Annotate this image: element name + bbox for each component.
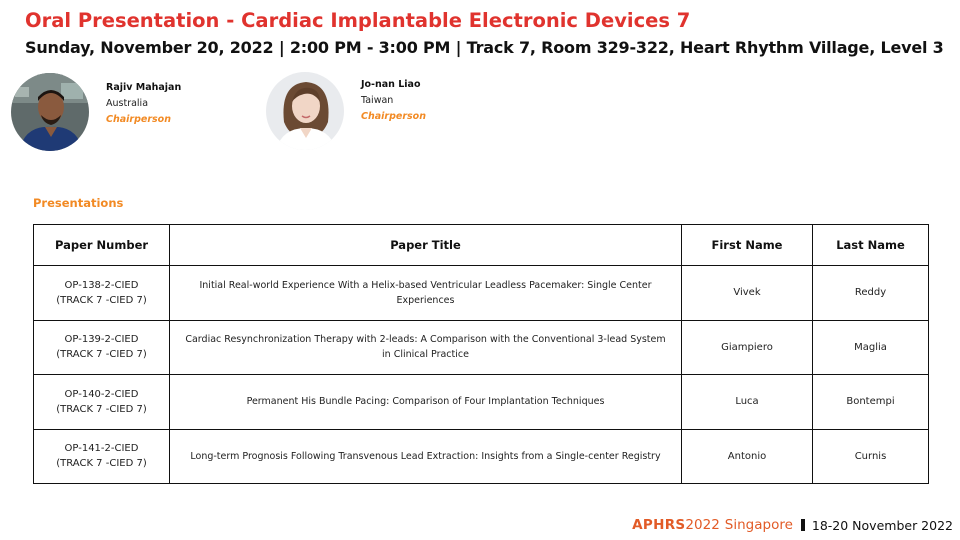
last-name: Bontempi bbox=[813, 375, 929, 430]
paper-title: Initial Real-world Experience With a Helix-based Ventricular Leadless Pacemaker: Single Center Experiences bbox=[170, 266, 682, 321]
paper-track: (TRACK 7 -CIED 7) bbox=[56, 458, 147, 470]
table-header-row bbox=[34, 225, 929, 266]
paper-number: OP-140-2-CIED bbox=[64, 388, 139, 400]
table-row bbox=[34, 429, 929, 484]
table-row bbox=[34, 375, 929, 430]
section-label-presentations: Presentations bbox=[33, 196, 124, 210]
paper-number: OP-138-2-CIED bbox=[64, 279, 139, 291]
presentations-table bbox=[33, 224, 929, 484]
paper-number: OP-141-2-CIED bbox=[64, 443, 139, 455]
last-name: Maglia bbox=[813, 320, 929, 375]
last-name: Reddy bbox=[813, 266, 929, 321]
paper-title: Long-term Prognosis Following Transvenous Lead Extraction: Insights from a Single-center Registry bbox=[170, 429, 682, 484]
paper-number-cell bbox=[34, 429, 170, 484]
chair-role: Chairperson bbox=[106, 114, 171, 125]
footer-city: Singapore bbox=[724, 517, 793, 533]
paper-track: (TRACK 7 -CIED 7) bbox=[56, 294, 147, 306]
column-header-paper-number: Paper Number bbox=[34, 225, 170, 266]
chair-role: Chairperson bbox=[361, 111, 426, 122]
first-name: Luca bbox=[682, 375, 813, 430]
table-row bbox=[34, 320, 929, 375]
page-title: Oral Presentation - Cardiac Implantable Electronic Devices 7 bbox=[25, 9, 691, 32]
footer-dates: 18-20 November 2022 bbox=[811, 517, 953, 533]
paper-track: (TRACK 7 -CIED 7) bbox=[56, 403, 147, 415]
chair-name: Jo-nan Liao bbox=[361, 79, 421, 90]
paper-track: (TRACK 7 -CIED 7) bbox=[56, 349, 147, 361]
paper-title: Cardiac Resynchronization Therapy with 2-leads: A Comparison with the Conventional 3-lead System in Clinical Practice bbox=[170, 320, 682, 375]
first-name: Antonio bbox=[682, 429, 813, 484]
last-name: Curnis bbox=[813, 429, 929, 484]
footer-separator bbox=[801, 519, 805, 531]
chair-name: Rajiv Mahajan bbox=[106, 82, 182, 93]
column-header-paper-title: Paper Title bbox=[170, 225, 682, 266]
paper-number-cell bbox=[34, 375, 170, 430]
table-row bbox=[34, 266, 929, 321]
first-name: Vivek bbox=[682, 266, 813, 321]
paper-number-cell bbox=[34, 266, 170, 321]
footer-brand: APHRS bbox=[632, 517, 686, 533]
avatar-rajiv-mahajan bbox=[11, 73, 89, 151]
column-header-first-name: First Name bbox=[682, 225, 813, 266]
footer-year: 2022 bbox=[685, 517, 720, 533]
avatar-jo-nan-liao bbox=[266, 72, 344, 150]
chair-country: Taiwan bbox=[361, 95, 394, 106]
paper-number-cell bbox=[34, 320, 170, 375]
session-info: Sunday, November 20, 2022 | 2:00 PM - 3:00 PM | Track 7, Room 329-322, Heart Rhythm Village, Level 3 bbox=[25, 38, 944, 57]
footer-event-banner bbox=[632, 517, 953, 533]
chair-country: Australia bbox=[106, 98, 149, 109]
column-header-last-name: Last Name bbox=[813, 225, 929, 266]
paper-number: OP-139-2-CIED bbox=[64, 334, 139, 346]
first-name: Giampiero bbox=[682, 320, 813, 375]
paper-title: Permanent His Bundle Pacing: Comparison of Four Implantation Techniques bbox=[170, 375, 682, 430]
